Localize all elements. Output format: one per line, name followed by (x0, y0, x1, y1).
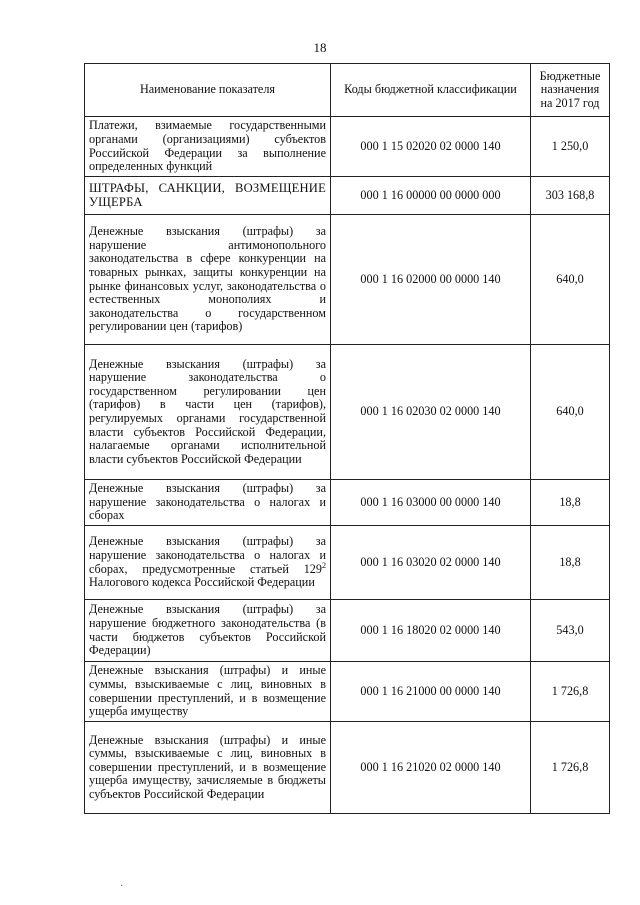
row-name: Денежные взыскания (штрафы) за нарушение законодательства о налогах и сборах (85, 480, 331, 526)
row-name: Денежные взыскания (штрафы) за нарушение бюджетного законодательства (в части бюджетов субъектов Российской Федерации) (85, 600, 331, 662)
row-code: 000 1 16 18020 02 0000 140 (331, 600, 531, 662)
row-name: Денежные взыскания (штрафы) за нарушение законодательства о государственном регулировании цен (тарифов) в части цен (тарифов), регулируемых органами государственной власти субъектов Российской Федерации, налагаемые органами исполнительной власти субъектов Российской Федерации (85, 345, 331, 480)
table-row (85, 526, 610, 600)
row-value: 303 168,8 (531, 177, 610, 215)
row-value: 640,0 (531, 345, 610, 480)
header-value: Бюджетные назначения на 2017 год (531, 64, 610, 117)
row-code: 000 1 15 02020 02 0000 140 (331, 117, 531, 177)
row-name-part: Налогового кодекса Российской Федерации (89, 575, 315, 590)
row-name: Денежные взыскания (штрафы) и иные суммы, взыскиваемые с лиц, виновных в совершении преступлений, и в возмещение ущерба имуществу (85, 662, 331, 722)
header-code: Коды бюджетной классификации (331, 64, 531, 117)
budget-table (84, 63, 610, 814)
table-row (85, 117, 610, 177)
table-row (85, 345, 610, 480)
row-value: 1 250,0 (531, 117, 610, 177)
row-code: 000 1 16 03020 02 0000 140 (331, 526, 531, 600)
row-code: 000 1 16 00000 00 0000 000 (331, 177, 531, 215)
row-value: 640,0 (531, 215, 610, 345)
row-name: Денежные взыскания (штрафы) за нарушение антимонопольного законодательства в сфере конкуренции на товарных рынках, защиты конкуренции на рынке финансовых услуг, законодательства о естественных монополиях и законодательства о государственном регулировании цен (тарифов) (85, 215, 331, 345)
page-number: 18 (313, 40, 327, 55)
row-code: 000 1 16 03000 00 0000 140 (331, 480, 531, 526)
table-row (85, 480, 610, 526)
row-name (85, 526, 331, 600)
row-code: 000 1 16 02000 00 0000 140 (331, 215, 531, 345)
row-name: ШТРАФЫ, САНКЦИИ, ВОЗМЕЩЕНИЕ УЩЕРБА (85, 177, 331, 215)
row-name-part: Денежные взыскания (штрафы) за нарушение законодательства о налогах и сборах, предусмотренные статьей 129 (89, 534, 326, 576)
row-code: 000 1 16 02030 02 0000 140 (331, 345, 531, 480)
table-header-row (85, 64, 610, 117)
article-superscript: 2 (322, 560, 326, 570)
page-speck: · (120, 881, 124, 892)
row-value: 18,8 (531, 480, 610, 526)
table-row (85, 662, 610, 722)
row-name: Денежные взыскания (штрафы) и иные суммы, взыскиваемые с лиц, виновных в совершении преступлений, и в возмещение ущерба имуществу, зачисляемые в бюджеты субъектов Российской Федерации (85, 722, 331, 814)
row-value: 1 726,8 (531, 722, 610, 814)
table-row (85, 722, 610, 814)
row-name: Платежи, взимаемые государственными органами (организациями) субъектов Российской Федерации за выполнение определенных функций (85, 117, 331, 177)
table-row (85, 215, 610, 345)
header-name: Наименование показателя (85, 64, 331, 117)
table-row (85, 600, 610, 662)
row-code: 000 1 16 21000 00 0000 140 (331, 662, 531, 722)
row-code: 000 1 16 21020 02 0000 140 (331, 722, 531, 814)
row-value: 543,0 (531, 600, 610, 662)
row-value: 18,8 (531, 526, 610, 600)
row-value: 1 726,8 (531, 662, 610, 722)
table-row (85, 177, 610, 215)
